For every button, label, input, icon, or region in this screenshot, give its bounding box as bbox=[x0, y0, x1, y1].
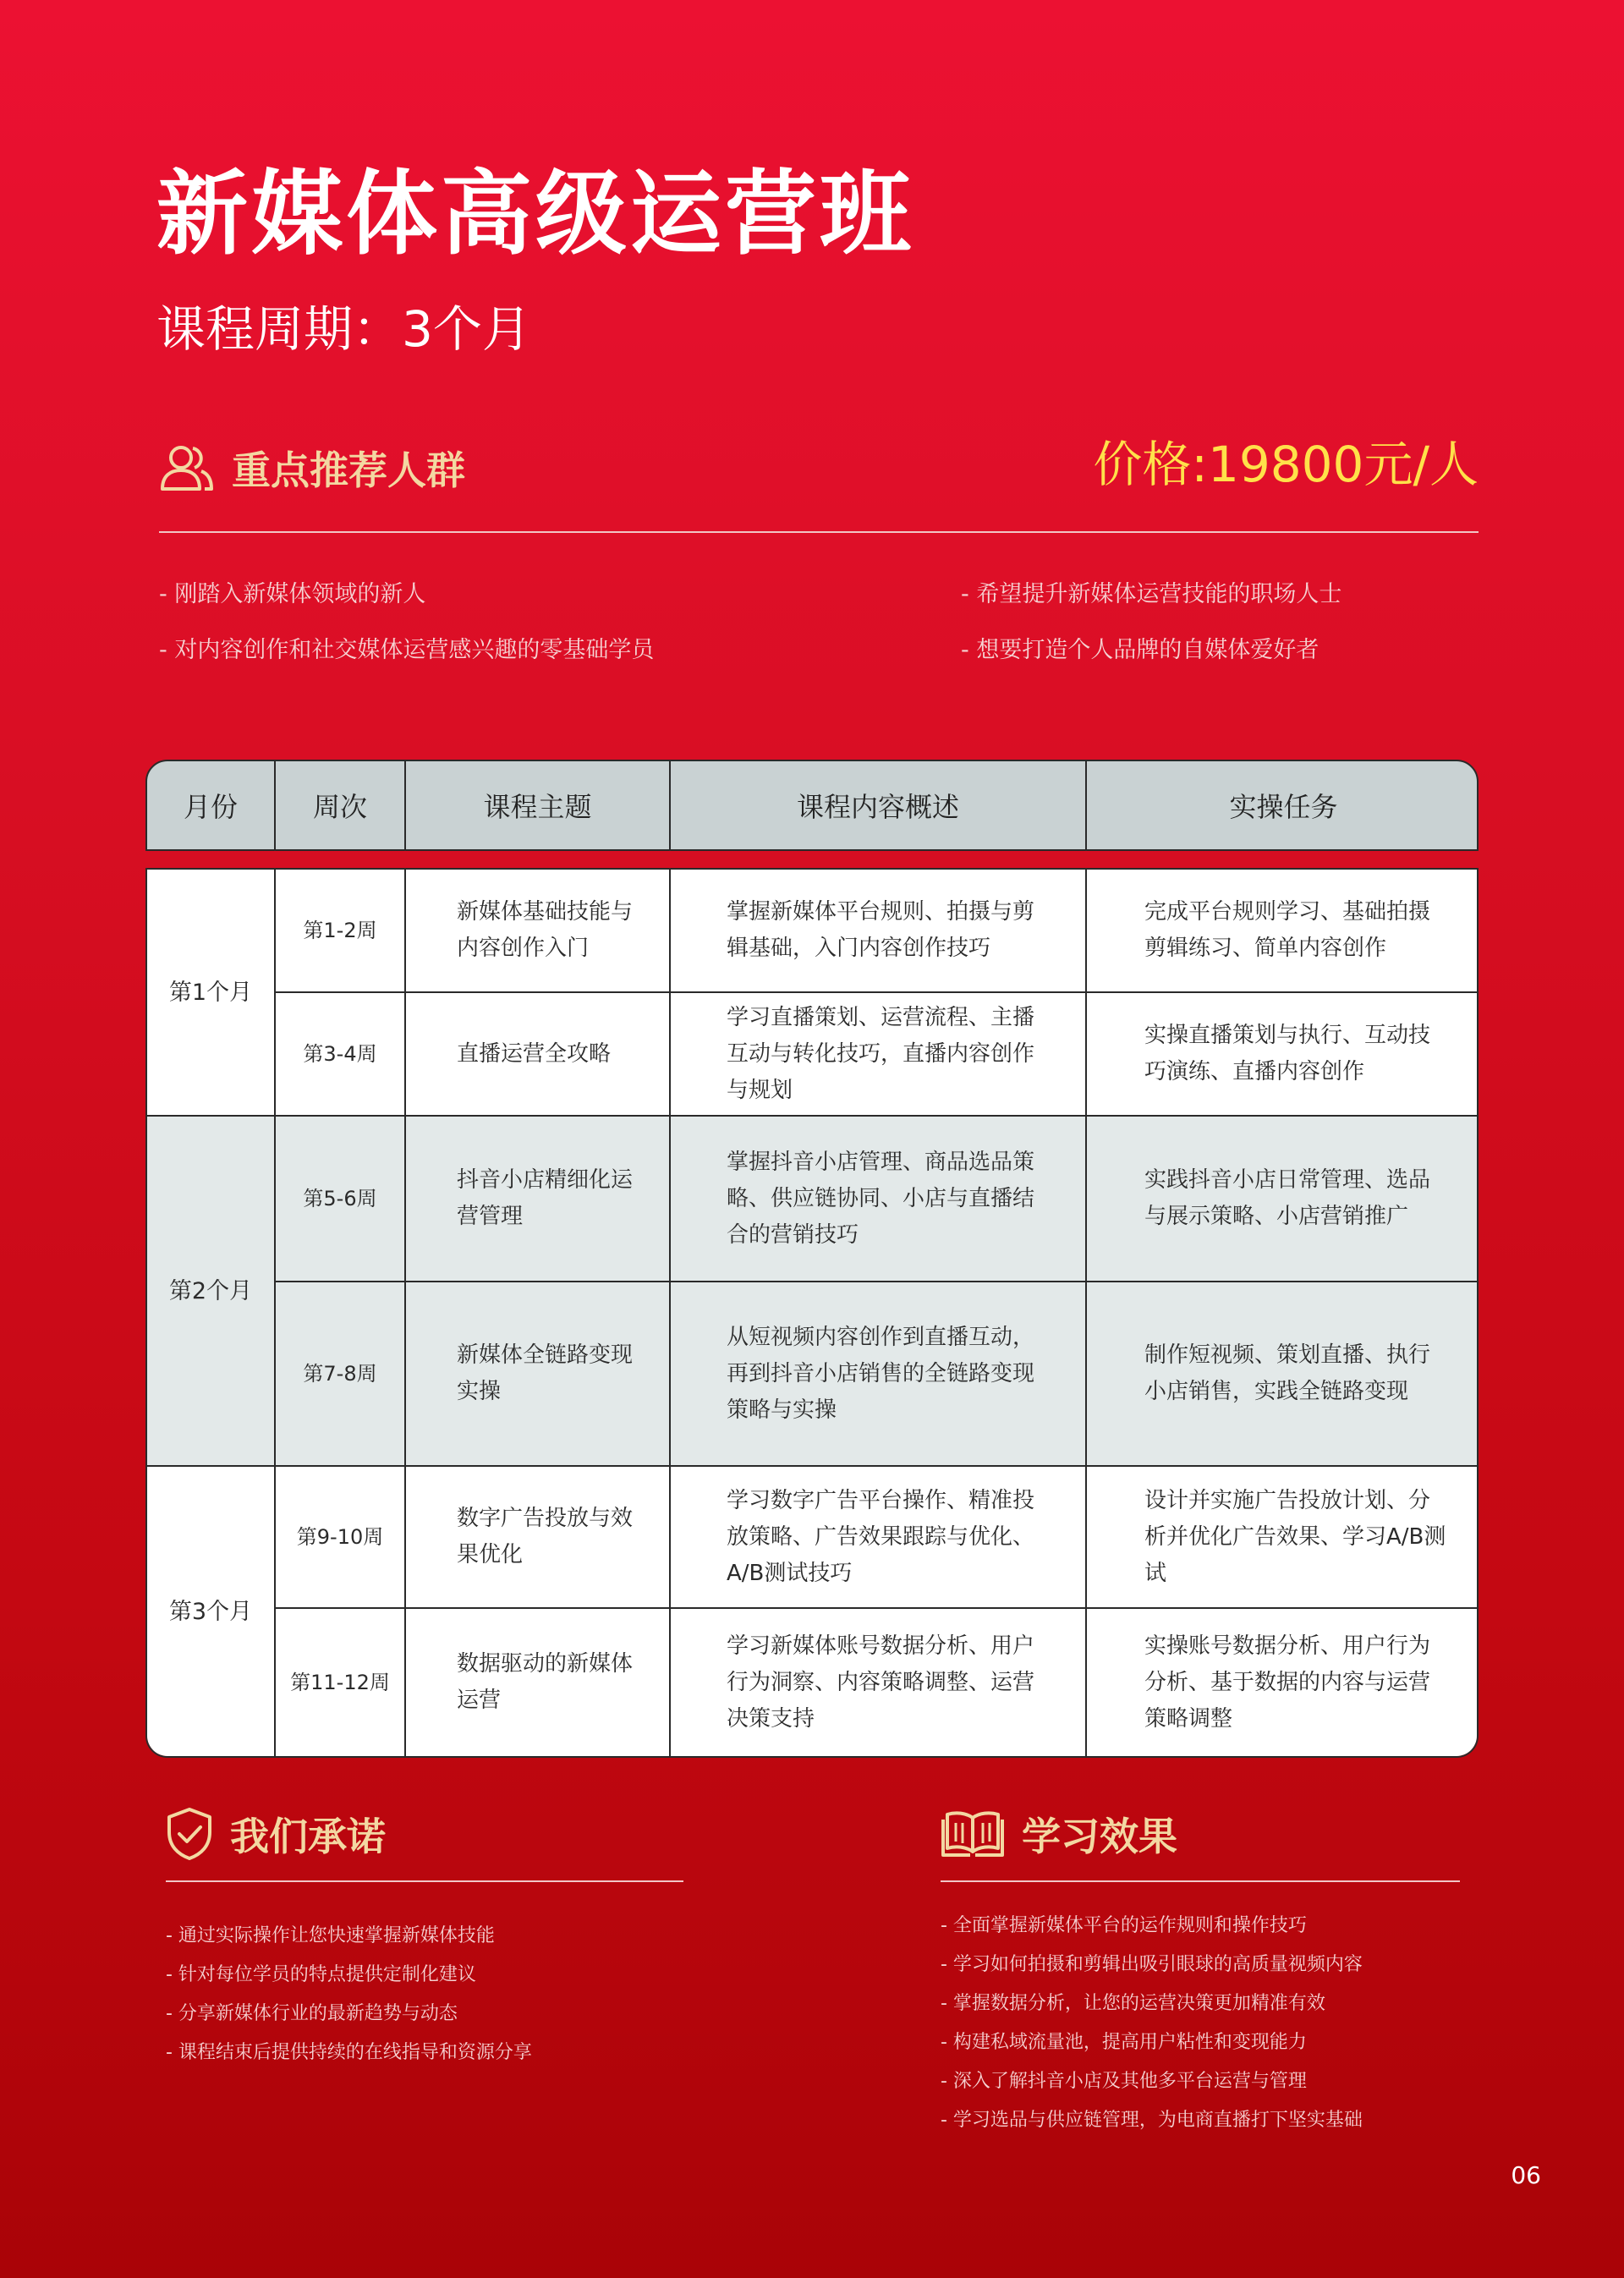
header-month: 月份 bbox=[147, 761, 276, 849]
header-task: 实操任务 bbox=[1229, 791, 1338, 823]
header-topic: 课程主题 bbox=[406, 761, 671, 849]
divider bbox=[159, 531, 1479, 533]
list-item: - 通过实际操作让您快速掌握新媒体技能 bbox=[166, 1925, 495, 1946]
audience-list-right bbox=[961, 582, 1341, 694]
list-item: - 希望提升新媒体运营技能的职场人士 bbox=[961, 581, 1342, 607]
week-cell: 第7-8周 bbox=[276, 1282, 406, 1467]
list-item: - 全面掌握新媒体平台的运作规则和操作技巧 bbox=[941, 1915, 1307, 1936]
promise-list bbox=[166, 1925, 532, 2081]
shield-check-icon bbox=[166, 1807, 213, 1861]
task-cell: 制作短视频、策划直播、执行小店销售，实践全链路变现 bbox=[1087, 1282, 1479, 1467]
people-icon bbox=[159, 443, 215, 492]
topic-cell: 直播运营全攻略 bbox=[406, 993, 671, 1117]
list-item: - 想要打造个人品牌的自媒体爱好者 bbox=[961, 637, 1320, 663]
topic-cell: 新媒体全链路变现实操 bbox=[406, 1282, 671, 1467]
week-cell: 第1-2周 bbox=[276, 870, 406, 993]
task-cell: 实操账号数据分析、用户行为分析、基于数据的内容与运营策略调整 bbox=[1087, 1609, 1479, 1756]
audience-heading bbox=[159, 440, 465, 496]
month-cell: 第2个月 bbox=[147, 1117, 276, 1467]
content-cell: 学习数字广告平台操作、精准投放策略、广告效果跟踪与优化、A/B测试技巧 bbox=[671, 1467, 1087, 1609]
topic-cell: 抖音小店精细化运营管理 bbox=[406, 1117, 671, 1282]
list-item: - 深入了解抖音小店及其他多平台运营与管理 bbox=[941, 2071, 1307, 2092]
effect-list bbox=[941, 1915, 1363, 2149]
list-item: - 对内容创作和社交媒体运营感兴趣的零基础学员 bbox=[159, 637, 655, 663]
week-cell: 第9-10周 bbox=[276, 1467, 406, 1609]
task-cell: 完成平台规则学习、基础拍摄剪辑练习、简单内容创作 bbox=[1087, 870, 1479, 993]
content-cell: 学习新媒体账号数据分析、用户行为洞察、内容策略调整、运营决策支持 bbox=[671, 1609, 1087, 1756]
promise-heading bbox=[166, 1806, 386, 1862]
page-title: 新媒体高级运营班 bbox=[156, 162, 915, 267]
header-week: 周次 bbox=[276, 761, 406, 849]
topic-cell: 数字广告投放与效果优化 bbox=[406, 1467, 671, 1609]
divider bbox=[941, 1880, 1460, 1882]
header-content: 课程内容概述 bbox=[671, 761, 1087, 849]
price: 价格:19800元/人 bbox=[1093, 436, 1479, 493]
audience-list-left bbox=[159, 582, 654, 694]
list-item: - 掌握数据分析，让您的运营决策更加精准有效 bbox=[941, 1993, 1325, 2014]
task-cell: 实践抖音小店日常管理、选品与展示策略、小店营销推广 bbox=[1087, 1117, 1479, 1282]
audience-heading-label: 重点推荐人群 bbox=[232, 447, 465, 493]
topic-cell: 新媒体基础技能与内容创作入门 bbox=[406, 870, 671, 993]
course-duration: 课程周期：3个月 bbox=[156, 300, 531, 358]
week-cell: 第11-12周 bbox=[276, 1609, 406, 1756]
page-number: 06 bbox=[1511, 2161, 1541, 2189]
content-cell: 从短视频内容创作到直播互动，再到抖音小店销售的全链路变现策略与实操 bbox=[671, 1282, 1087, 1467]
effect-heading bbox=[941, 1806, 1177, 1862]
week-cell: 第5-6周 bbox=[276, 1117, 406, 1282]
list-item: - 课程结束后提供持续的在线指导和资源分享 bbox=[166, 2042, 532, 2063]
list-item: - 学习选品与供应链管理，为电商直播打下坚实基础 bbox=[941, 2110, 1363, 2131]
curriculum-table bbox=[145, 760, 1479, 1758]
open-book-icon bbox=[941, 1808, 1005, 1860]
list-item: - 分享新媒体行业的最新趋势与动态 bbox=[166, 2003, 458, 2024]
week-cell: 第3-4周 bbox=[276, 993, 406, 1117]
list-item: - 构建私域流量池，提高用户粘性和变现能力 bbox=[941, 2032, 1307, 2053]
promise-heading-label: 我们承诺 bbox=[230, 1814, 386, 1859]
month-cell: 第3个月 bbox=[147, 1467, 276, 1756]
content-cell: 掌握新媒体平台规则、拍摄与剪辑基础，入门内容创作技巧 bbox=[671, 870, 1087, 993]
task-cell: 实操直播策划与执行、互动技巧演练、直播内容创作 bbox=[1087, 993, 1479, 1117]
list-item: - 刚踏入新媒体领域的新人 bbox=[159, 581, 426, 607]
content-cell: 掌握抖音小店管理、商品选品策略、供应链协同、小店与直播结合的营销技巧 bbox=[671, 1117, 1087, 1282]
list-item: - 针对每位学员的特点提供定制化建议 bbox=[166, 1964, 476, 1985]
month-cell: 第1个月 bbox=[147, 870, 276, 1117]
task-cell: 设计并实施广告投放计划、分析并优化广告效果、学习A/B测试 bbox=[1087, 1467, 1479, 1609]
list-item: - 学习如何拍摄和剪辑出吸引眼球的高质量视频内容 bbox=[941, 1954, 1363, 1975]
table-header bbox=[145, 760, 1479, 851]
effect-heading-label: 学习效果 bbox=[1022, 1814, 1177, 1859]
content-cell: 学习直播策划、运营流程、主播互动与转化技巧，直播内容创作与规划 bbox=[671, 993, 1087, 1117]
divider bbox=[166, 1880, 683, 1882]
table-body bbox=[145, 868, 1479, 1758]
topic-cell: 数据驱动的新媒体运营 bbox=[406, 1609, 671, 1756]
